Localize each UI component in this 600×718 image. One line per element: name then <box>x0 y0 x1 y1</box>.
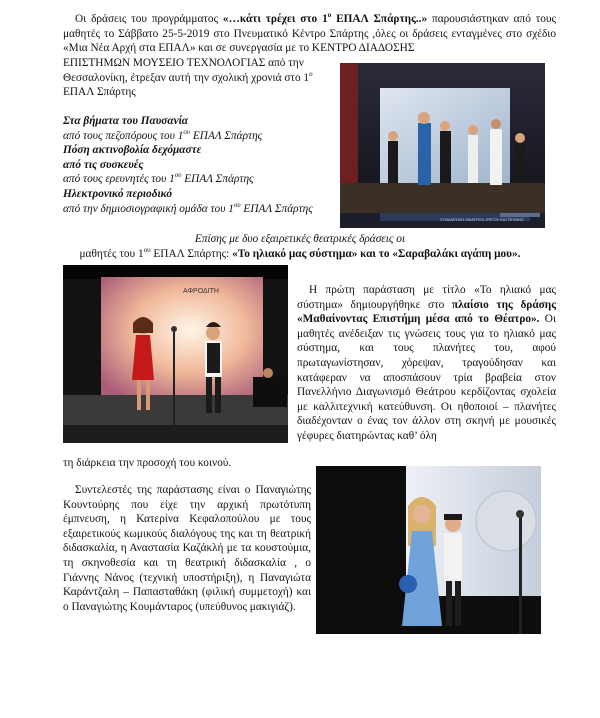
first-play-tail: τη διάρκεια την προσοχή του κοινού. <box>63 457 232 469</box>
theatre-intro: Επίσης με δυο εξαιρετικές θεατρικές δράσεις οι μαθητές του $1^{o\upsilon}$ ΕΠΑΛ Σπάρτης: «Το ηλιακό μας σύστημα» και το «Σαραβαλάκι αγάπη μου». <box>79 233 521 260</box>
activity-title: Πόση ακτινοβολία δεχόμαστε <box>63 144 202 157</box>
activity-by: από τους ερευνητές του $1^{o\upsilon}$ ΕΠΑΛ Σπάρτης <box>63 171 254 186</box>
first-play-paragraph: Η πρώτη παράσταση με τίτλο «Το ηλιακό μας σύστημα» δημιουργήθηκε στο πλαίσιο της δράσης «Μαθαίνοντας Επιστήμη μέσα από το Θέατρο». Οι μαθητές ανέδειξαν τις γνώσεις τους για το ηλιακό μας σύστημα, και τους πλανήτες του, αφού πρωταγωνίστησαν, χόρεψαν, τραγούδησαν και κατάφεραν να αποσπάσουν τρία βραβεία στον Πανελλήνιο Διαγωνισμό Θεάτρου κερδίζοντας σχολεία με καλλιτεχνική κατεύθυνση. Οι ηθοποιοί – πλανήτες διαδέχονταν ο ένας τον άλλον στη σκηνή με μουσικές γέφυρες διατηρώντας καθ’ όλη <box>297 284 556 442</box>
activity-by: από την δημιοσιογραφική ομάδα του $1^{o\upsilon}$ ΕΠΑΛ Σπάρτης <box>63 200 313 215</box>
credits-paragraph: Συντελεστές της παράστασης είναι ο Παναγιώτης Κουντούρης που είχε την αρχική πρωτότυπη έμπνευση, η Κατερίνα Κεφαλοπούλου με τους εξαιρετικούς κωμικούς διαλόγους της και τη θεατρική διδασκαλία, η Αναστασία Καζάκλή με τα κουστούμια, τη σκηνοθεσία και τη θεατρική διδασκαλία , ο Γιάννης Νάνος (τεχνική υποστήριξη), η Παναγιώτα Καράντζαλη – Παπασταθάκη (φιλική συμμετοχή) και ο Παναγιώτης Κουμάνταρος (υπεύθυνος μακιγιάζ). <box>63 484 311 613</box>
activity-by: από τους πεζοπόρους του $1^{o\upsilon}$ ΕΠΑΛ Σπάρτης <box>63 127 263 142</box>
stage-photo-performers <box>340 63 545 228</box>
screen-text: ΑΦΡΟΔΙΤΗ <box>183 288 219 295</box>
stage-photo-duo <box>316 466 541 634</box>
banner-text: ΣΥΝΑΝΤΗΣΗ ΘΕΑΤΡΟΥ, ΕΡΓΟΥ ΚΑΙ ΤΕΧΝΗΣ <box>440 217 524 222</box>
intro-paragraph: Οι δράσεις του προγράμματος «…κάτι τρέχει στο $1^o$ ΕΠΑΛ Σπάρτης..» παρουσιάστηκαν από τους μαθητές το Σάββατο 25-5-2019 στο Πνευματικό Κέντρο Σπάρτης ,όλες οι δράσεις ενταγμένες στο σχέδιο «Μια Νέα Αρχή στα ΕΠΑΛ» και σε συνεργασία με το ΚΕΝΤΡΟ ΔΙΑΔΟΣΗΣ <box>63 11 556 55</box>
activity-title: Στα βήματα του Παυσανία <box>63 115 189 127</box>
intro-continuation: ΕΠΙΣΤΗΜΩΝ ΜΟΥΣΕΙΟ ΤΕΧΝΟΛΟΓΙΑΣ από την Θεσσαλονίκη, έτρεξαν αυτή την σχολική χρονιά στο $1^o$ ΕΠΑΛ Σπάρτης <box>63 57 313 99</box>
activities-list <box>63 114 338 216</box>
stage-photo-afroditi <box>63 265 288 443</box>
activity-title: Ηλεκτρονικό περιοδικό <box>63 187 173 200</box>
activity-title: από τις συσκευές <box>63 158 144 171</box>
